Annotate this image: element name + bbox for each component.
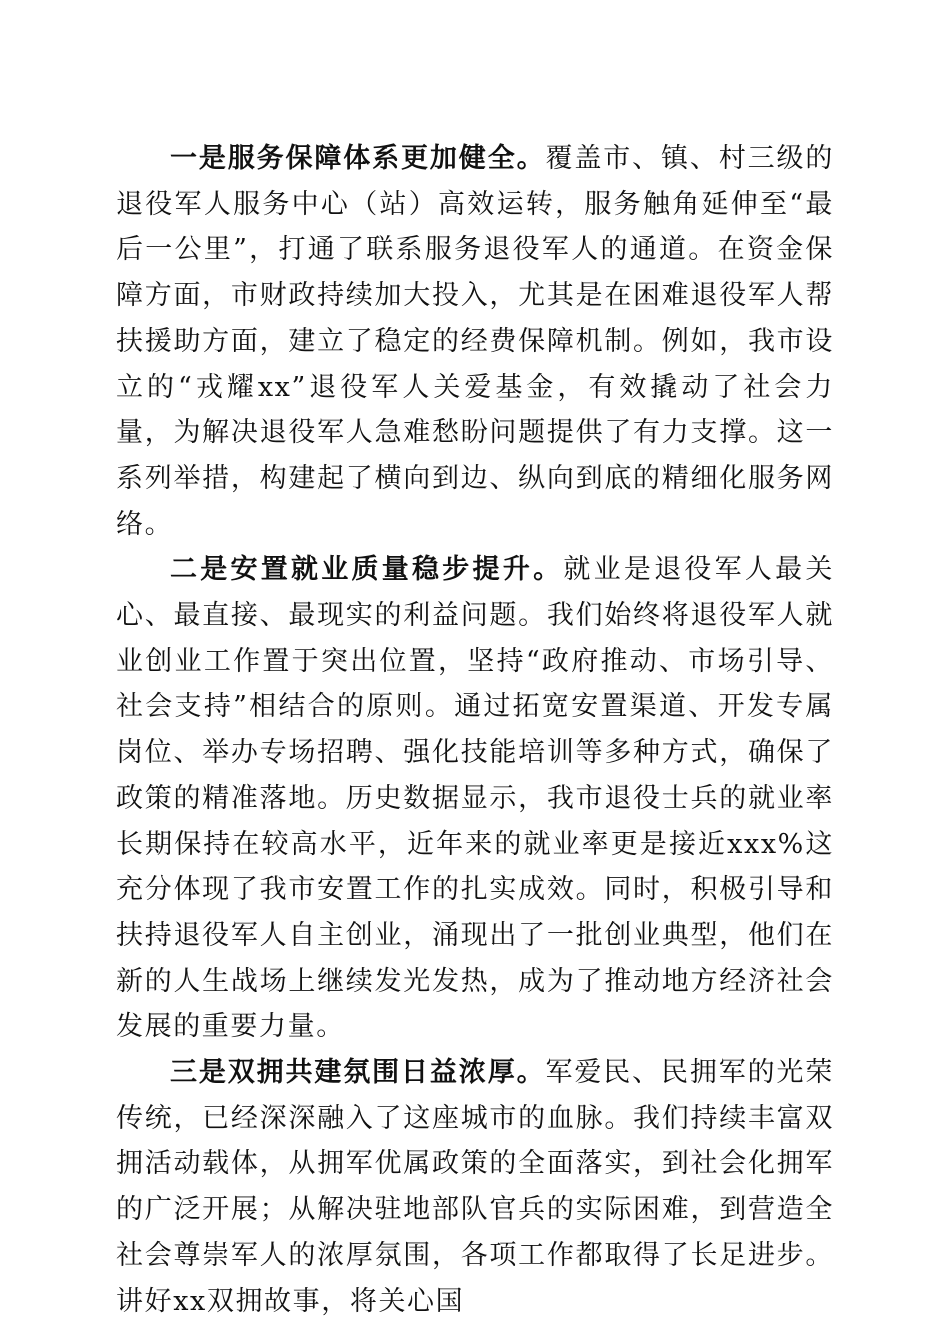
paragraph-text: 覆盖市、镇、村三级的退役军人服务中心（站）高效运转，服务触角延伸至“最后一公里”，打通了联系服务退役军人的通道。在资金保障方面，市财政持续加大投入，尤其是在困难退役军人帮扶援助方面，建立了稳定的经费保障机制。例如，我市设立的“戎耀xx”退役军人关爱基金，有效撬动了社会力量，为解决退役军人急难愁盼问题提供了有力支撑。这一系列举措，构建起了横向到边、纵向到底的精细化服务网络。 bbox=[116, 143, 834, 540]
paragraph-double-support bbox=[116, 1050, 834, 1324]
paragraph-text: 就业是退役军人最关心、最直接、最现实的利益问题。我们始终将退役军人就业创业工作置于突出位置，坚持“政府推动、市场引导、社会支持”相结合的原则。通过拓宽安置渠道、开发专属岗位、举办专场招聘、强化技能培训等多种方式，确保了政策的精准落地。历史数据显示，我市退役士兵的就业率长期保持在较高水平，近年来的就业率更是接近xxx%这充分体现了我市安置工作的扎实成效。同时，积极引导和扶持退役军人自主创业，涌现出了一批创业典型，他们在新的人生战场上继续发光发热，成为了推动地方经济社会发展的重要力量。 bbox=[116, 554, 834, 1043]
paragraph-text: 军爱民、民拥军的光荣传统，已经深深融入了这座城市的血脉。我们持续丰富双拥活动载体，从拥军优属政策的全面落实，到社会化拥军的广泛开展；从解决驻地部队官兵的实际困难，到营造全社会尊崇军人的浓厚氛围，各项工作都取得了长足进步。讲好xx双拥故事，将关心国 bbox=[116, 1057, 834, 1317]
paragraph-heading: 三是双拥共建氛围日益浓厚。 bbox=[170, 1057, 546, 1089]
paragraph-heading: 二是安置就业质量稳步提升。 bbox=[170, 554, 564, 586]
paragraph-employment bbox=[116, 547, 834, 1050]
document-body bbox=[116, 136, 834, 1324]
paragraph-heading: 一是服务保障体系更加健全。 bbox=[170, 143, 546, 174]
paragraph-service-guarantee bbox=[116, 136, 834, 547]
